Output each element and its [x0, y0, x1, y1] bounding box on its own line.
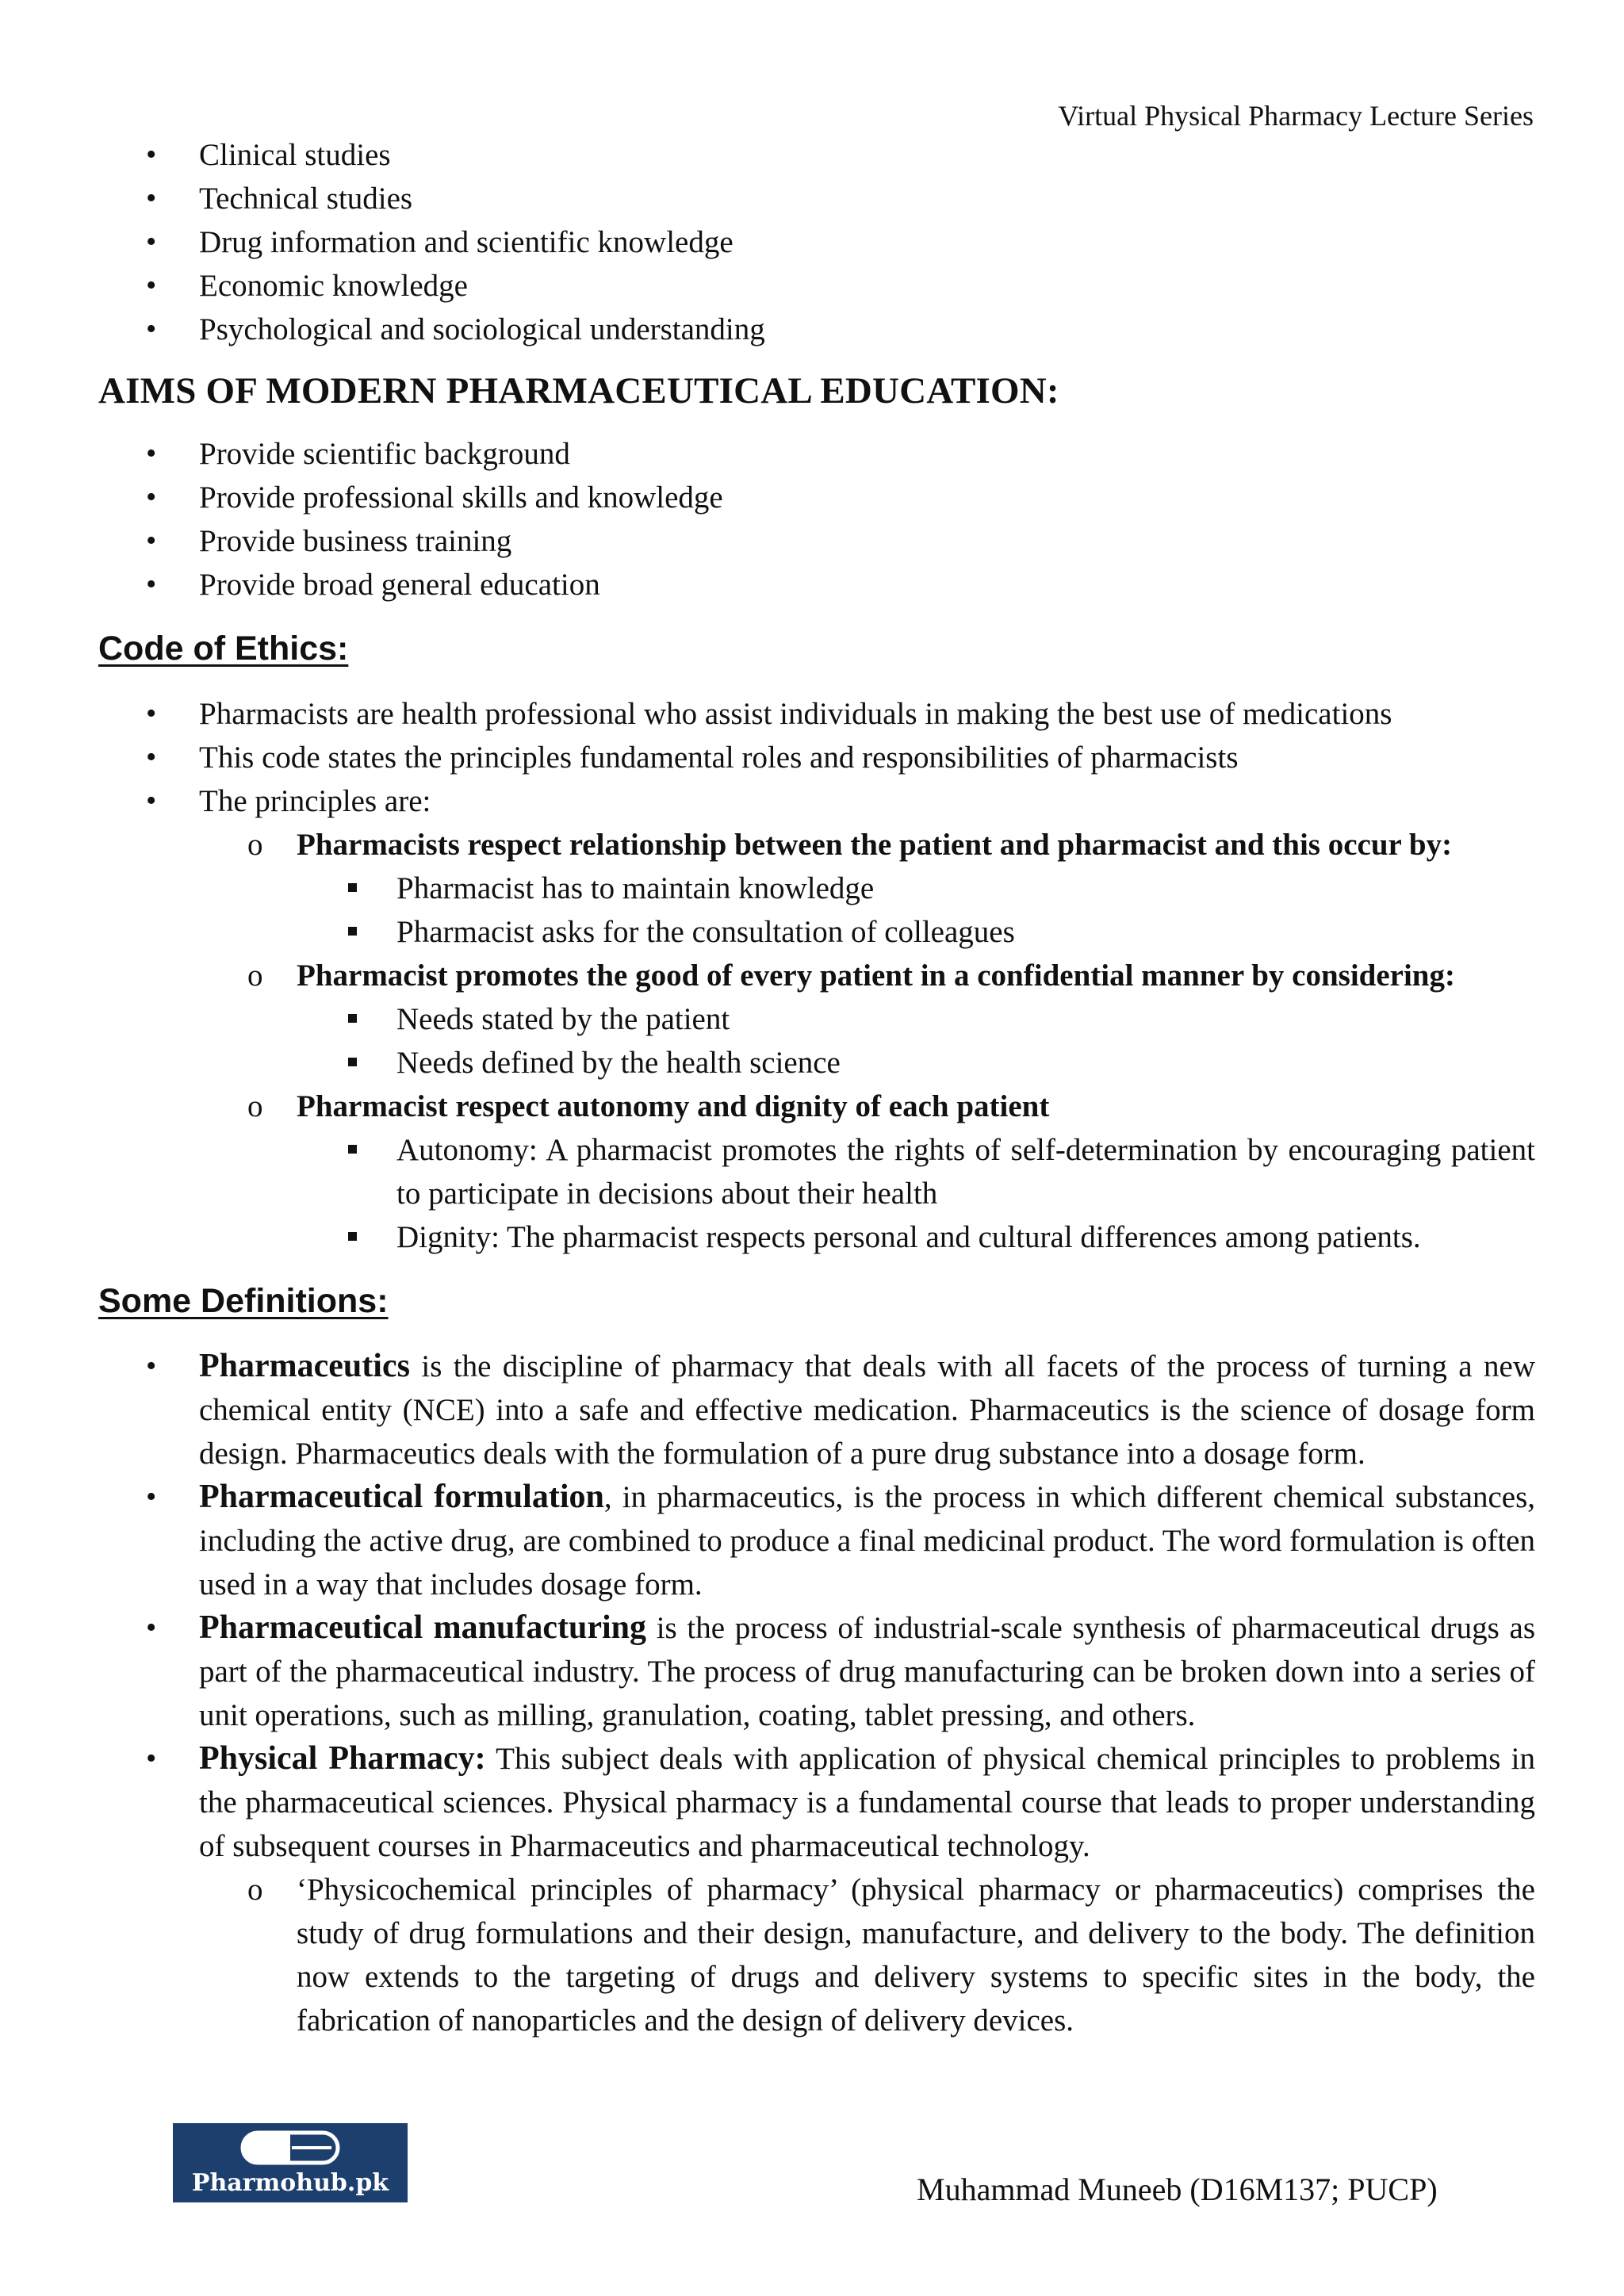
list-item: • Provide professional skills and knowledge: [98, 476, 1535, 519]
principle-point: Needs defined by the health science: [98, 1041, 1535, 1085]
ethics-heading: Code of Ethics:: [98, 629, 349, 668]
definition-item: [98, 1737, 1535, 1868]
principle-title: o Pharmacists respect relationship between the patient and pharmacist and this occur by:: [98, 823, 1535, 867]
pharmohub-logo: [173, 2123, 408, 2202]
definitions-list: [98, 1345, 1535, 1868]
list-item: • Provide business training: [98, 519, 1535, 563]
author-credit: Muhammad Muneeb (D16M137; PUCP): [917, 2172, 1438, 2207]
definition-text: This subject deals with application of physical chemical principles to problems in the pharmaceutical sciences. Physical pharmacy is a fundamental course that leads to proper understanding of subsequent courses in Pharmaceutics and pharmaceutical technology.: [199, 1742, 1535, 1863]
principle-point: Needs stated by the patient: [98, 997, 1535, 1041]
list-item: • Psychological and sociological understanding: [98, 308, 1535, 351]
definition-text: is the discipline of pharmacy that deals with all facets of the process of turning a new chemical entity (NCE) into a safe and effective medication. Pharmaceutics is the science of dosage form design. Pharmaceutics deals with the formulation of a pure drug substance into a dosage form.: [199, 1349, 1535, 1471]
principle-point: Dignity: The pharmacist respects personal and cultural differences among patients.: [98, 1215, 1535, 1259]
series-title: Virtual Physical Pharmacy Lecture Series: [1058, 100, 1534, 132]
definition-term: Pharmaceutical manufacturing: [199, 1609, 647, 1646]
definition-text: is the process of industrial-scale synthesis of pharmaceutical drugs as part of the pharmaceutical industry. The process of drug manufacturing can be broken down into a series of unit operations, such as milling, granulation, coating, tablet pressing, and others.: [199, 1611, 1536, 1732]
capsule-icon: [173, 2123, 408, 2171]
definition-item: [98, 1345, 1535, 1475]
list-item: • Provide broad general education: [98, 563, 1535, 607]
principle-title: o Pharmacist promotes the good of every patient in a confidential manner by considering:: [98, 954, 1535, 997]
list-item: • Provide scientific background: [98, 432, 1535, 476]
ethics-list: [98, 692, 1535, 823]
intro-list: [98, 133, 1535, 351]
aims-list: [98, 432, 1535, 607]
aims-heading: AIMS OF MODERN PHARMACEUTICAL EDUCATION:: [98, 370, 1059, 411]
definition-term: Physical Pharmacy:: [199, 1740, 486, 1777]
principle-title: o Pharmacist respect autonomy and dignity of each patient: [98, 1085, 1535, 1128]
definitions-heading: Some Definitions:: [98, 1282, 389, 1320]
definition-item: [98, 1606, 1535, 1737]
list-item: • Pharmacists are health professional who assist individuals in making the best use of medications: [98, 692, 1535, 736]
logo-text: Pharmohub.pk: [191, 2169, 389, 2197]
page-content: [98, 133, 1535, 2042]
definition-sub-item: o ‘Physicochemical principles of pharmacy’ (physical pharmacy or pharmaceutics) comprises the study of drug formulations and their design, manufacture, and delivery to the body. The definition now extends to the targeting of drugs and delivery systems to specific sites in the body, the fabrication of nanoparticles and the design of delivery devices.: [98, 1868, 1535, 2042]
list-item: • This code states the principles fundamental roles and responsibilities of pharmacists: [98, 736, 1535, 779]
list-item: • Drug information and scientific knowledge: [98, 220, 1535, 264]
list-item: • The principles are:: [98, 779, 1535, 823]
principle-point: Pharmacist has to maintain knowledge: [98, 867, 1535, 910]
principle-point: Pharmacist asks for the consultation of colleagues: [98, 910, 1535, 954]
list-item: • Clinical studies: [98, 133, 1535, 177]
list-item: • Economic knowledge: [98, 264, 1535, 308]
list-item: • Technical studies: [98, 177, 1535, 220]
definition-term: Pharmaceutics: [199, 1348, 410, 1384]
definition-text: , in pharmaceutics, is the process in which different chemical substances, including the active drug, are combined to produce a final medicinal product. The word formulation is often used in a way that includes dosage form.: [199, 1480, 1535, 1601]
definition-term: Pharmaceutical formulation: [199, 1479, 604, 1515]
principle-point: Autonomy: A pharmacist promotes the rights of self-determination by encouraging patient to participate in decisions about their health: [98, 1128, 1535, 1215]
definition-item: [98, 1475, 1535, 1606]
